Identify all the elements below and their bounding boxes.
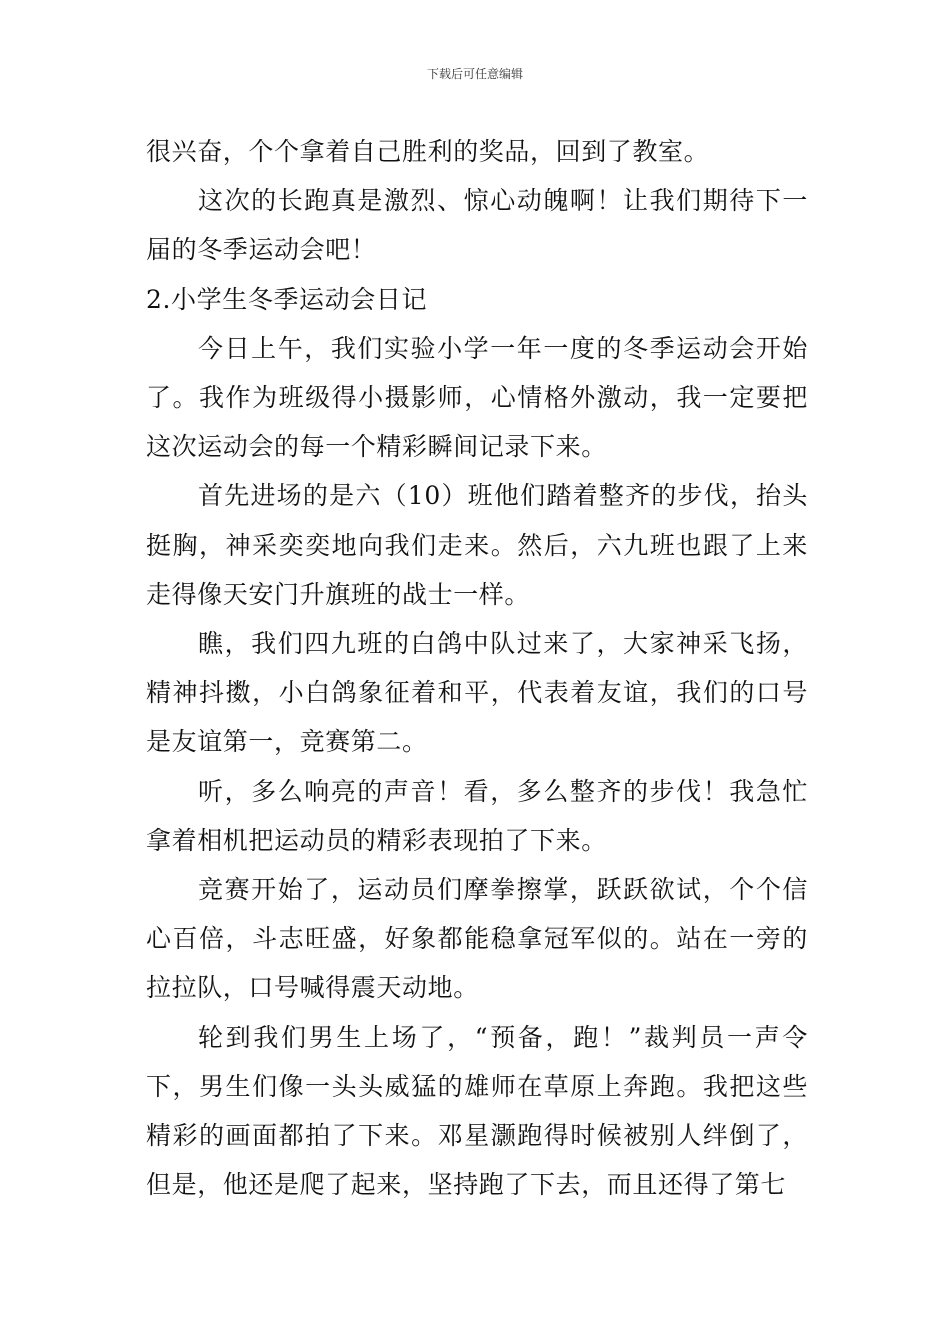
paragraph: 首先进场的是六（10）班他们踏着整齐的步伐，抬头挺胸，神采奕奕地向我们走来。然后，六九班也跟了上来走得像天安门升旗班的战士一样。 — [146, 481, 808, 609]
paragraph: 今日上午，我们实验小学一年一度的冬季运动会开始了。我作为班级得小摄影师，心情格外激动，我一定要把这次运动会的每一个精彩瞬间记录下来。 — [146, 333, 808, 462]
document-body — [146, 127, 808, 1209]
paragraph: 瞧，我们四九班的白鸽中队过来了，大家神采飞扬，精神抖擞，小白鸽象征着和平，代表着友谊，我们的口号是友谊第一，竞赛第二。 — [146, 629, 808, 757]
paragraph: 竞赛开始了，运动员们摩拳擦掌，跃跃欲试，个个信心百倍，斗志旺盛，好象都能稳拿冠军似的。站在一旁的拉拉队，口号喊得震天动地。 — [146, 875, 808, 1003]
paragraph: 这次的长跑真是激烈、惊心动魄啊！让我们期待下一届的冬季运动会吧！ — [146, 186, 808, 265]
paragraph-continuation: 很兴奋，个个拿着自己胜利的奖品，回到了教室。 — [146, 137, 710, 166]
page-header: 下载后可任意编辑 — [426, 67, 523, 81]
paragraph: 轮到我们男生上场了，“预备，跑！”裁判员一声令下，男生们像一头头威猛的雄师在草原上奔跑。我把这些精彩的画面都拍了下来。邓星灏跑得时候被别人绊倒了，但是，他还是爬了起来，坚持跑了下去，而且还得了第七 — [146, 1022, 808, 1200]
paragraph: 听，多么响亮的声音！看，多么整齐的步伐！我急忙拿着相机把运动员的精彩表现拍了下来。 — [146, 776, 808, 855]
section-heading: 2.小学生冬季运动会日记 — [146, 284, 428, 314]
